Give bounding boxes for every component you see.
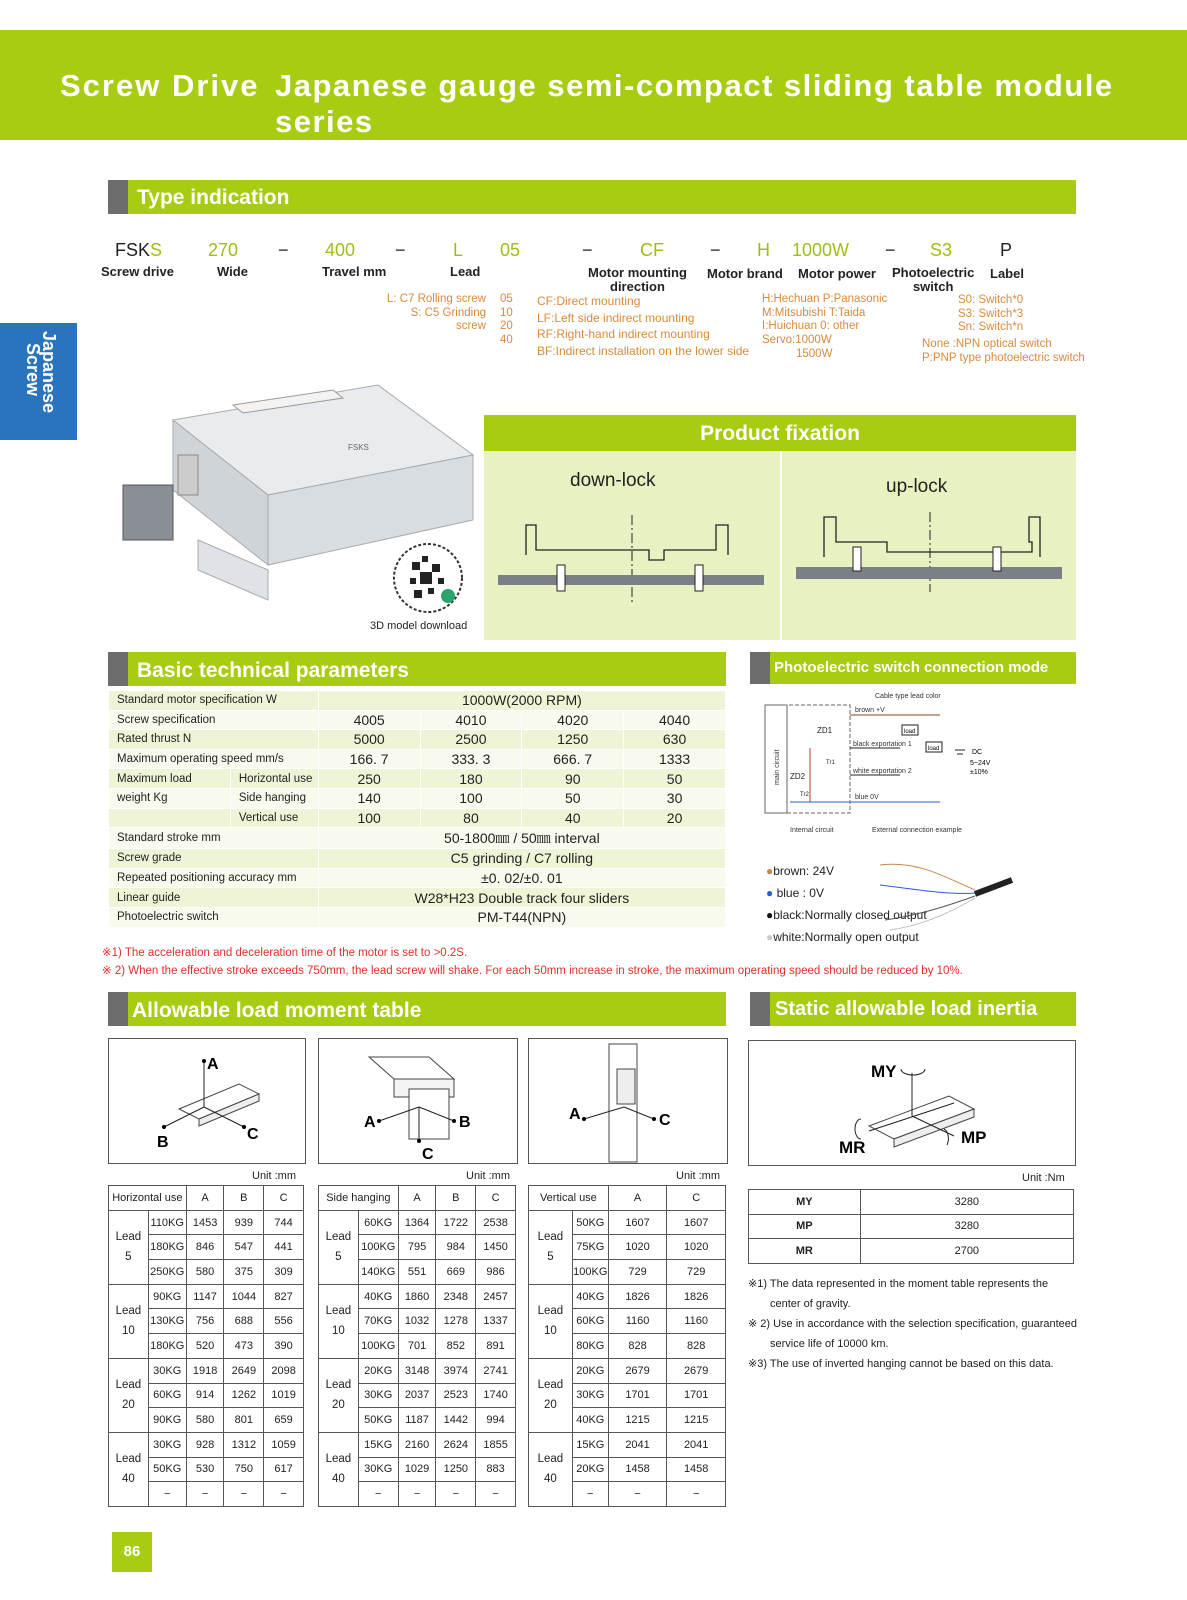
up-lock-label: up-lock bbox=[886, 476, 948, 497]
legend-black: ●black:Normally closed output bbox=[766, 908, 927, 922]
svg-text:white exportation 2: white exportation 2 bbox=[853, 768, 912, 775]
table-side: Side hanging A B C Lead 5 60KG 1364 1722 2538 100KG 795 984 1450 140KG 551 669 986 Lead 10 40KG 1860 2348 2457 70KG 1032 1278 1337 100KG 701 852 891 Lead 20 20KG 3148 3974 2741 30KG 2037 2523 1740 50KG 1187 1442 994 Lead 40 15KG 2160 2624 1855 30KG 1029 1250 883 − − − − bbox=[318, 1185, 516, 1507]
code-brand: H bbox=[757, 240, 770, 260]
brown-dot-icon: ● bbox=[766, 864, 774, 878]
fixation-divider bbox=[780, 451, 782, 640]
label-screw-drive: Screw drive bbox=[101, 264, 174, 279]
inertia-bar bbox=[750, 992, 1076, 1026]
figure-side bbox=[318, 1038, 518, 1164]
lead-numbers: 05 10 20 40 bbox=[500, 293, 513, 346]
params-note-1: ※1) The acceleration and deceleration time of the motor is set to >0.2S. bbox=[102, 947, 468, 959]
code-switch: S3 bbox=[930, 240, 953, 260]
params-row-horizontal: Maximum load Horizontal use 250 180 90 50 bbox=[109, 769, 726, 789]
svg-text:Tr2: Tr2 bbox=[800, 792, 809, 798]
label-options: None :NPN optical switch P:PNP type photoelectric switch bbox=[922, 338, 1085, 364]
type-indication-bar bbox=[108, 180, 1076, 214]
switch-options: S0: Switch*0 S3: Switch*3 Sn: Switch*n bbox=[958, 294, 1024, 333]
svg-text:load: load bbox=[904, 729, 916, 735]
svg-text:C: C bbox=[247, 1126, 259, 1143]
inertia-table bbox=[748, 1189, 1074, 1264]
legend-brown: ●brown: 24V bbox=[766, 864, 834, 878]
code-fsks: FSKS bbox=[115, 240, 163, 260]
fixation-title: Product fixation bbox=[700, 422, 860, 445]
svg-text:MP: MP bbox=[961, 1128, 987, 1147]
params-title: Basic technical parameters bbox=[137, 659, 409, 682]
svg-text:ZD1: ZD1 bbox=[817, 726, 833, 735]
svg-text:DC: DC bbox=[972, 749, 983, 756]
svg-text:Tr1: Tr1 bbox=[826, 760, 835, 766]
code-wide: 270 bbox=[208, 240, 239, 260]
label-photoelectric: Photoelectric switch bbox=[892, 265, 975, 294]
moment-title: Allowable load moment table bbox=[132, 999, 422, 1022]
legend-blue: ● blue : 0V bbox=[766, 886, 824, 900]
label-travel: Travel mm bbox=[322, 264, 387, 279]
label-wide: Wide bbox=[217, 264, 248, 279]
params-table bbox=[108, 690, 726, 928]
params-row-grade: Screw grade C5 grinding / C7 rolling bbox=[109, 849, 726, 869]
side-tab bbox=[0, 323, 77, 440]
model-download-caption[interactable]: 3D model download bbox=[370, 620, 468, 632]
inertia-notes: ※1) The data represented in the moment table represents the center of gravity. ※ 2) Use in accordance with the selection specification, guaranteed service life of 10000 km. ※3) The use of inverted hanging cannot be based on this data. bbox=[748, 1278, 1078, 1370]
fixation-bar bbox=[484, 415, 1076, 451]
svg-text:MY: MY bbox=[871, 1062, 897, 1081]
page-number: 86 bbox=[112, 1532, 152, 1572]
unit-vertical: Unit :mm bbox=[676, 1170, 720, 1182]
svg-text:5~24V: 5~24V bbox=[970, 760, 991, 767]
svg-text:C: C bbox=[659, 1112, 671, 1129]
power-options: Servo:1000W 1500W bbox=[762, 334, 833, 360]
brand-options: H:Hechuan P:Panasonic M:Mitsubishi T:Taida I:Huichuan 0: other bbox=[762, 293, 888, 332]
code-power: 1000W bbox=[792, 240, 850, 260]
side-tab-line1: Japanese bbox=[39, 331, 59, 414]
product-label-text: FSKS bbox=[348, 443, 369, 452]
table-vertical: Vertical use A C Lead 5 50KG 1607 1607 75KG 1020 1020 100KG 729 729 Lead 10 40KG 1826 1826 60KG 1160 1160 80KG 828 828 Lead 20 20KG 2679 2679 30KG 1701 1701 40KG 1215 1215 Lead 40 15KG 2041 2041 20KG 1458 1458 − − − bbox=[528, 1185, 726, 1507]
label-motor-mounting: Motor mounting direction bbox=[588, 265, 687, 294]
params-row-speed: Maximum operating speed mm/s 166. 7 333. 3 666. 7 1333 bbox=[109, 749, 726, 769]
params-row-side: weight Kg Side hanging 140 100 50 30 bbox=[109, 788, 726, 808]
header-left-title: Screw Drive bbox=[60, 68, 260, 103]
code-dash-2: − bbox=[395, 240, 406, 260]
label-motor-brand: Motor brand bbox=[707, 266, 783, 281]
svg-text:±10%: ±10% bbox=[970, 769, 988, 776]
params-bar bbox=[108, 652, 726, 686]
photo-bar bbox=[750, 652, 1076, 684]
svg-text:B: B bbox=[459, 1114, 471, 1131]
params-row-stroke: Standard stroke mm 50-1800㎜ / 50㎜ interval bbox=[109, 828, 726, 849]
header-right-title: Japanese gauge semi-compact sliding table module series bbox=[275, 68, 1114, 139]
svg-text:MR: MR bbox=[839, 1138, 866, 1157]
unit-side: Unit :mm bbox=[466, 1170, 510, 1182]
svg-text:B: B bbox=[157, 1134, 169, 1151]
up-lock-diagram bbox=[792, 512, 1068, 592]
svg-text:main circuit: main circuit bbox=[774, 749, 781, 785]
code-dash-1: − bbox=[278, 240, 289, 260]
params-note-2: ※ 2) When the effective stroke exceeds 750mm, the lead screw will shake. For each 50mm increase in stroke, the maximum operating speed should be reduced by 10%. bbox=[102, 965, 963, 977]
black-dot-icon: ● bbox=[766, 908, 774, 922]
svg-text:A: A bbox=[364, 1114, 376, 1131]
code-mount: CF bbox=[640, 240, 664, 260]
params-row-motor: Standard motor specification W 1000W(2000 RPM) bbox=[109, 691, 726, 711]
figure-horizontal bbox=[108, 1038, 306, 1164]
legend-white: ●white:Normally open output bbox=[766, 930, 919, 944]
blue-dot-icon: ● bbox=[766, 886, 774, 900]
label-motor-power: Motor power bbox=[798, 266, 876, 281]
unit-horizontal: Unit :mm bbox=[252, 1170, 296, 1182]
svg-text:load: load bbox=[928, 746, 940, 752]
code-lead: 05 bbox=[500, 240, 521, 260]
params-row-accuracy: Repeated positioning accuracy mm ±0. 02/±0. 01 bbox=[109, 868, 726, 888]
type-indication-title: Type indication bbox=[137, 186, 290, 209]
mount-options: CF:Direct mounting LF:Left side indirect mounting RF:Right-hand indirect mounting BF:Indirect installation on the lower side bbox=[537, 294, 750, 358]
svg-text:A: A bbox=[207, 1056, 219, 1073]
code-dash-3: − bbox=[582, 240, 593, 260]
params-row-switch: Photoelectric switch PM-T44(NPN) bbox=[109, 907, 726, 927]
photo-title: Photoelectric switch connection mode bbox=[774, 659, 1049, 676]
lead-options: L: C7 Rolling screw S: C5 Grinding screw bbox=[386, 293, 486, 332]
code-label: P bbox=[1000, 240, 1013, 260]
svg-text:A: A bbox=[569, 1106, 581, 1123]
white-dot-icon: ● bbox=[766, 930, 774, 944]
photo-circuit-diagram bbox=[760, 690, 1070, 840]
code-dash-4: − bbox=[710, 240, 721, 260]
inertia-row-my: MY 3280 bbox=[749, 1190, 1074, 1215]
inertia-row-mr: MR 2700 bbox=[749, 1239, 1074, 1264]
params-row-screw: Screw specification 4005 4010 4020 4040 bbox=[109, 710, 726, 730]
code-travel: 400 bbox=[325, 240, 356, 260]
params-row-guide: Linear guide W28*H23 Double track four sliders bbox=[109, 888, 726, 908]
params-row-vertical: Vertical use 100 80 40 20 bbox=[109, 808, 726, 828]
cable-illustration bbox=[880, 860, 1015, 935]
moment-bar bbox=[108, 992, 726, 1026]
code-dash-5: − bbox=[885, 240, 896, 260]
side-tab-line2: Screw bbox=[23, 343, 43, 397]
code-lead-type: L bbox=[453, 240, 464, 260]
svg-text:Cable type lead color: Cable type lead color bbox=[875, 693, 941, 700]
svg-text:black exportation 1: black exportation 1 bbox=[853, 741, 912, 748]
svg-text:External connection example: External connection example bbox=[872, 827, 962, 834]
inertia-title: Static allowable load inertia bbox=[775, 998, 1038, 1020]
svg-text:C: C bbox=[422, 1146, 434, 1163]
inertia-row-mp: MP 3280 bbox=[749, 1214, 1074, 1239]
down-lock-label: down-lock bbox=[570, 470, 656, 491]
svg-text:blue 0V: blue 0V bbox=[855, 794, 879, 801]
unit-inertia: Unit :Nm bbox=[1022, 1172, 1065, 1184]
svg-text:Internal circuit: Internal circuit bbox=[790, 827, 834, 834]
figure-vertical bbox=[528, 1038, 728, 1164]
table-horizontal: Horizontal use A B C Lead 5 110KG 1453 939 744 180KG 846 547 441 250KG 580 375 309 Lead 10 90KG 1147 1044 827 130KG 756 688 556 180KG 520 473 390 Lead 20 30KG 1918 2649 2098 60KG 914 1262 1019 90KG 580 801 659 Lead 40 30KG 928 1312 1059 50KG 530 750 617 − − − − bbox=[108, 1185, 304, 1507]
svg-text:brown +V: brown +V bbox=[855, 707, 885, 714]
qr-code bbox=[392, 542, 464, 614]
svg-text:ZD2: ZD2 bbox=[790, 772, 806, 781]
figure-inertia bbox=[748, 1040, 1076, 1166]
params-row-thrust: Rated thrust N 5000 2500 1250 630 bbox=[109, 730, 726, 750]
label-lead: Lead bbox=[450, 264, 481, 279]
down-lock-diagram bbox=[494, 515, 770, 605]
label-label: Label bbox=[990, 266, 1024, 281]
